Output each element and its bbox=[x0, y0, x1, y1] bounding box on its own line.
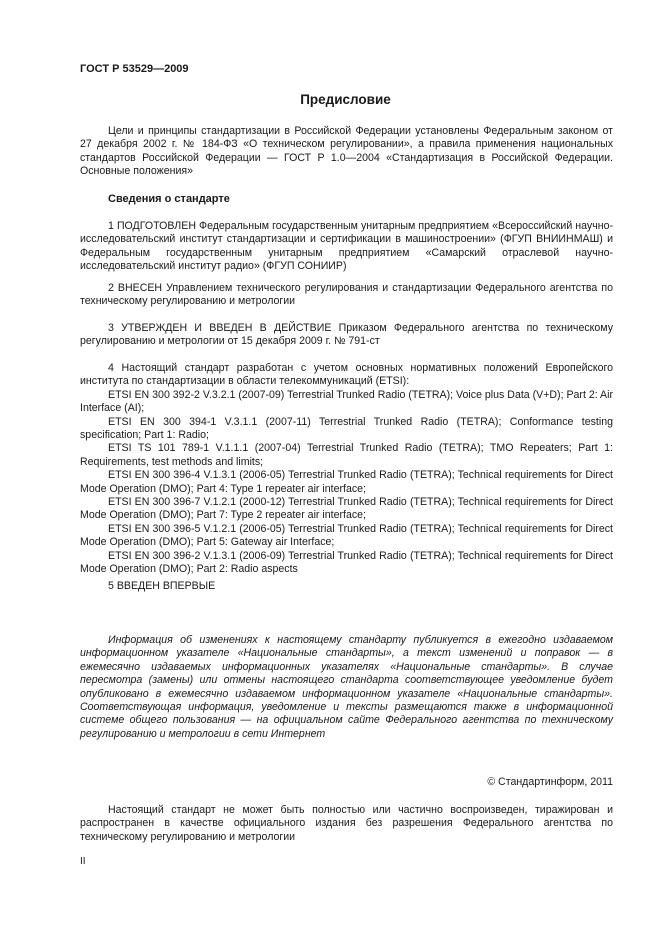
item-5-text: 5 ВВЕДЕН ВПЕРВЫЕ bbox=[108, 580, 216, 592]
intro-text: Цели и принципы стандартизации в Российской Федерации установлены Федеральным законом от 27 декабря 2002 г. № 184-ФЗ «О техническом регулировании», а правила применения национальных стандартов Российской Федерации — ГОСТ Р 1.0—2004 «Стандартизация в Российской Федерации. Основные положения» bbox=[80, 125, 613, 178]
item-4 bbox=[80, 362, 613, 577]
reproduction-notice-text: Настоящий стандарт не может быть полностью или частично воспроизведен, тиражирован и распространен в качестве официального издания без разрешения Федерального агентства по техническому регулированию и метрологии bbox=[80, 804, 613, 843]
item-4-ref: ETSI EN 300 396-4 V.1.3.1 (2006-05) Terrestrial Trunked Radio (TETRA); Technical requirements for Direct Mode Operation (DMO); Part 4: Type 1 repeater air interface; bbox=[80, 469, 613, 495]
item-4-ref: ETSI EN 300 396-2 V.1.3.1 (2006-09) Terrestrial Trunked Radio (TETRA); Technical requirements for Direct Mode Operation (DMO); Part 2: Radio aspects bbox=[80, 549, 613, 576]
intro-paragraph bbox=[80, 125, 613, 179]
page-title: Предисловие bbox=[300, 92, 391, 107]
item-2-text: 2 ВНЕСЕН Управлением технического регулирования и стандартизации Федерального агентства по техническому регулированию и метрологии bbox=[80, 282, 613, 308]
info-notice-text: Информация об изменениях к настоящему стандарту публикуется в ежегодно издаваемом информационном указателе «Национальные стандарты», а текст изменений и поправок — в ежемесячно издаваемых информационных указателях «Национальные стандарты». В случае пересмотра (замены) или отмены настоящего стандарта соответствующее уведомление будет опубликовано в ежемесячно издаваемом информационном указателе «Национальные стандарты». Соответствующая информация, уведомление и тексты размещаются также в информационной системе общего пользования — на официальном сайте Федерального агентства по техническому регулированию и метрологии в сети Интернет bbox=[80, 634, 613, 740]
copyright: © Стандартинформ, 2011 bbox=[487, 776, 613, 788]
item-4-ref: ETSI EN 300 392-2 V.3.2.1 (2007-09) Terrestrial Trunked Radio (TETRA); Voice plus Data (V+D); Part 2: Air Interface (AI); bbox=[80, 388, 613, 415]
item-1-text: 1 ПОДГОТОВЛЕН Федеральным государственным унитарным предприятием «Всероссийский научно-исследовательский институт стандартизации и сертификации в машиностроении» (ФГУП ВНИИНМАШ) и Федеральным государственным унитарным предприятием «Самарский отраслевой научно-исследовательский институт радио» (ФГУП СОНИИР) bbox=[80, 220, 613, 273]
item-4-ref: ETSI EN 300 396-7 V.1.2.1 (2000-12) Terrestrial Trunked Radio (TETRA); Technical requirements for Direct Mode Operation (DMO); Part 7: Type 2 repeater air interface; bbox=[80, 496, 613, 522]
reproduction-notice bbox=[80, 804, 613, 844]
section-heading: Сведения о стандарте bbox=[108, 193, 230, 205]
item-5 bbox=[80, 580, 613, 593]
info-notice bbox=[80, 634, 613, 741]
item-4-ref: ETSI TS 101 789-1 V.1.1.1 (2007-04) Terrestrial Trunked Radio (TETRA); TMO Repeaters; Part 1: Requirements, test methods and limits; bbox=[80, 442, 613, 468]
document-code: ГОСТ Р 53529—2009 bbox=[80, 63, 189, 75]
item-4-ref: ETSI EN 300 396-5 V.1.2.1 (2006-05) Terrestrial Trunked Radio (TETRA); Technical requirements for Direct Mode Operation (DMO); Part 5: Gateway air Interface; bbox=[80, 522, 613, 549]
item-2 bbox=[80, 282, 613, 309]
item-4-ref: ETSI EN 300 394-1 V.3.1.1 (2007-11) Terrestrial Trunked Radio (TETRA); Conformance testing specification; Part 1: Radio; bbox=[80, 415, 613, 442]
item-4-lead: 4 Настоящий стандарт разработан с учетом основных нормативных положений Европейского института по стандартизации в области телекоммуникаций (ETSI): bbox=[80, 362, 613, 388]
page-number: II bbox=[80, 856, 86, 867]
item-3-text: 3 УТВЕРЖДЕН И ВВЕДЕН В ДЕЙСТВИЕ Приказом Федерального агентства по техническому регулированию и метрологии от 15 декабря 2009 г. № 791-ст bbox=[80, 322, 613, 348]
item-1 bbox=[80, 220, 613, 274]
item-3 bbox=[80, 322, 613, 349]
